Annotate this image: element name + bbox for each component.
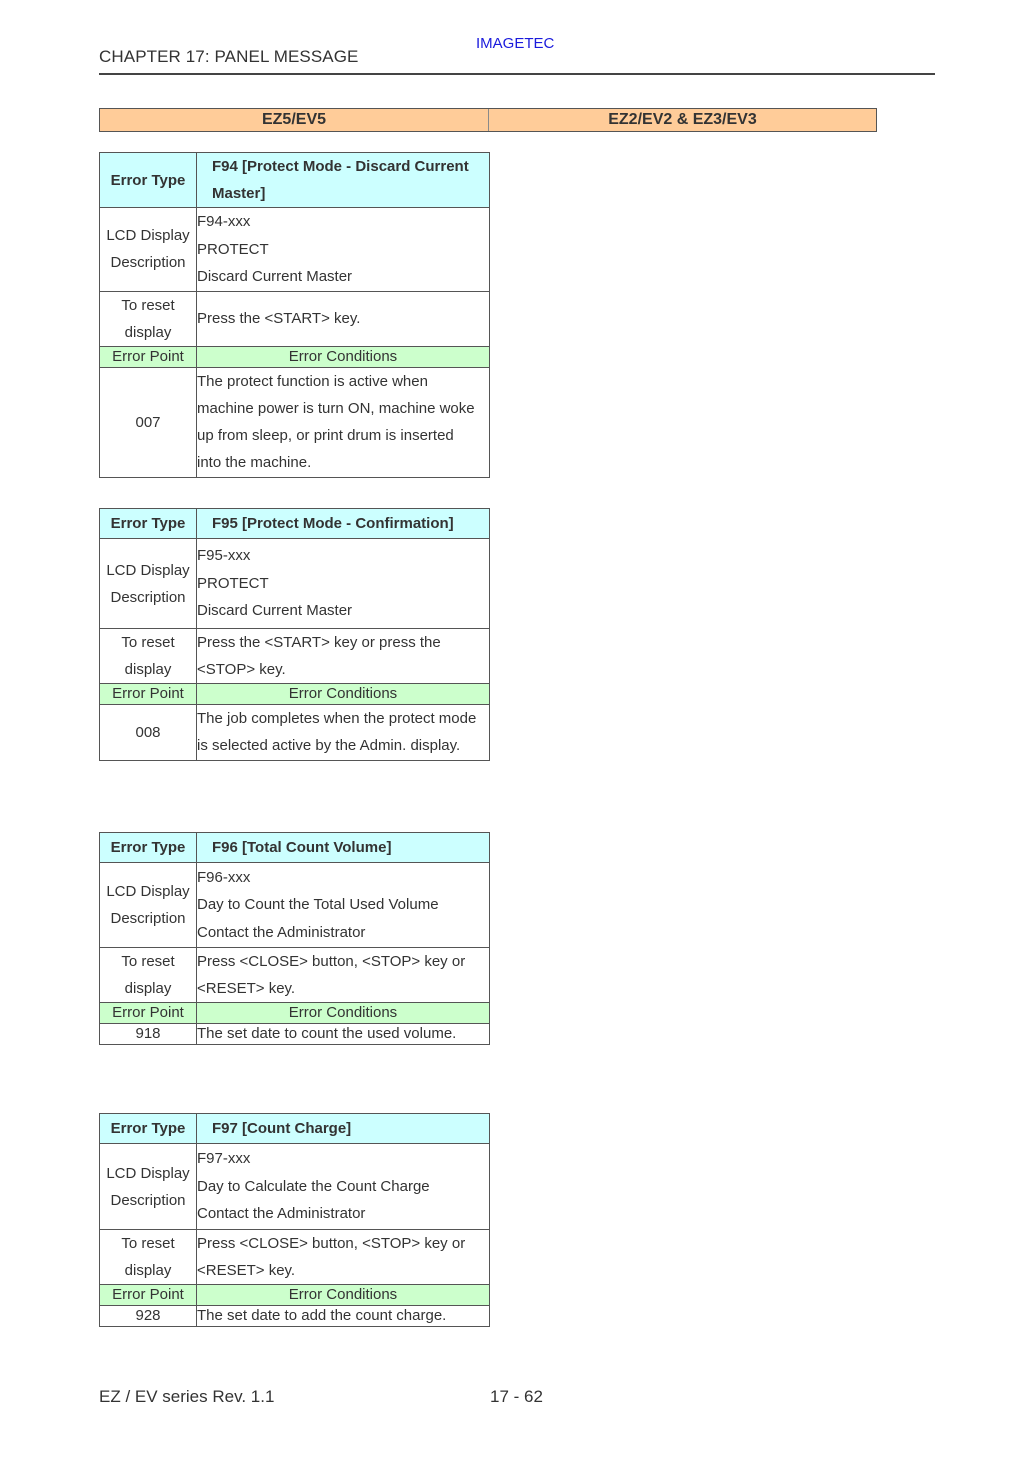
reset-line: Press <CLOSE> button, <STOP> key or bbox=[197, 1235, 466, 1252]
error-table-f95 bbox=[99, 508, 490, 761]
reset-label bbox=[100, 948, 197, 1003]
lcd-line: Discard Current Master bbox=[197, 268, 353, 285]
lcd-display-text bbox=[197, 208, 490, 292]
lcd-line: F95-xxx bbox=[197, 547, 251, 565]
error-point-code: 928 bbox=[100, 1306, 197, 1327]
condition-line: The protect function is active when bbox=[197, 372, 428, 390]
error-point-label: Error Point bbox=[100, 1003, 197, 1024]
error-point-code: 918 bbox=[100, 1024, 197, 1045]
model-left-label: EZ5/EV5 bbox=[100, 109, 489, 131]
lcd-display-text bbox=[197, 539, 490, 629]
condition-line: The job completes when the protect mode bbox=[197, 710, 477, 727]
lcd-label-line: Description bbox=[110, 910, 186, 927]
lcd-display-label bbox=[100, 1144, 197, 1230]
reset-label-line: To reset bbox=[121, 296, 175, 314]
lcd-display-label bbox=[100, 863, 197, 948]
error-condition-row bbox=[100, 705, 490, 761]
error-type-row bbox=[100, 153, 490, 208]
lcd-line: F96-xxx bbox=[197, 868, 251, 886]
error-type-title bbox=[197, 153, 490, 208]
reset-row bbox=[100, 291, 490, 346]
lcd-line: Day to Calculate the Count Charge bbox=[197, 1177, 430, 1195]
reset-row bbox=[100, 948, 490, 1003]
lcd-display-row bbox=[100, 1144, 490, 1230]
error-title-line: Master] bbox=[212, 185, 266, 202]
error-point-header-row bbox=[100, 346, 490, 367]
page-number: 17 - 62 bbox=[490, 1387, 543, 1406]
lcd-line: F94-xxx bbox=[197, 213, 251, 230]
reset-row bbox=[100, 629, 490, 684]
error-condition-row bbox=[100, 1306, 490, 1327]
brand-name: IMAGETEC bbox=[476, 35, 555, 52]
reset-text bbox=[197, 1230, 490, 1285]
reset-line: <RESET> key. bbox=[197, 980, 296, 997]
error-point-header-row bbox=[100, 1003, 490, 1024]
reset-label-line: display bbox=[124, 661, 172, 678]
error-table-f94 bbox=[99, 152, 490, 478]
reset-label bbox=[100, 629, 197, 684]
lcd-line: F97-xxx bbox=[197, 1150, 251, 1168]
lcd-display-row bbox=[100, 863, 490, 948]
error-type-label: Error Type bbox=[100, 833, 197, 863]
reset-text bbox=[197, 629, 490, 684]
lcd-display-label bbox=[100, 539, 197, 629]
chapter-title: CHAPTER 17: PANEL MESSAGE bbox=[99, 47, 359, 66]
error-conditions-label: Error Conditions bbox=[197, 346, 490, 367]
reset-row bbox=[100, 1230, 490, 1285]
lcd-label-line: Description bbox=[110, 1191, 186, 1209]
condition-line: is selected active by the Admin. display. bbox=[197, 737, 461, 755]
error-type-row bbox=[100, 509, 490, 539]
error-point-label: Error Point bbox=[100, 1285, 197, 1306]
error-title-line: F94 [Protect Mode - Discard Current bbox=[212, 158, 469, 175]
reset-line: <STOP> key. bbox=[197, 661, 286, 678]
condition-line: into the machine. bbox=[197, 454, 312, 472]
condition-line: up from sleep, or print drum is inserted bbox=[197, 427, 454, 445]
error-type-label: Error Type bbox=[100, 153, 197, 208]
error-point-label: Error Point bbox=[100, 684, 197, 705]
lcd-line: Contact the Administrator bbox=[197, 1205, 366, 1223]
lcd-line: Discard Current Master bbox=[197, 602, 353, 620]
lcd-line: Day to Count the Total Used Volume bbox=[197, 896, 439, 914]
reset-line: <RESET> key. bbox=[197, 1262, 296, 1279]
error-type-title: F96 [Total Count Volume] bbox=[197, 833, 490, 863]
reset-label-line: display bbox=[124, 323, 172, 341]
reset-line: Press the <START> key or press the bbox=[197, 634, 441, 651]
error-point-code: 008 bbox=[100, 705, 197, 761]
reset-label-line: display bbox=[124, 1262, 172, 1279]
reset-text bbox=[197, 948, 490, 1003]
reset-line: Press <CLOSE> button, <STOP> key or bbox=[197, 953, 466, 970]
lcd-line: PROTECT bbox=[197, 574, 269, 592]
error-point-header-row bbox=[100, 1285, 490, 1306]
reset-label bbox=[100, 1230, 197, 1285]
lcd-display-row bbox=[100, 208, 490, 292]
lcd-display-text bbox=[197, 863, 490, 948]
error-point-label: Error Point bbox=[100, 346, 197, 367]
lcd-label-line: Description bbox=[110, 254, 186, 272]
error-type-label: Error Type bbox=[100, 509, 197, 539]
reset-label-line: To reset bbox=[121, 1235, 175, 1252]
model-right-label: EZ2/EV2 & EZ3/EV3 bbox=[608, 111, 757, 128]
condition-line: machine power is turn ON, machine woke bbox=[197, 399, 475, 417]
error-condition-text: The set date to add the count charge. bbox=[197, 1306, 490, 1327]
lcd-label-line: LCD Display bbox=[106, 883, 190, 900]
error-condition-text bbox=[197, 705, 490, 761]
lcd-label-line: Description bbox=[110, 588, 186, 606]
error-type-row bbox=[100, 833, 490, 863]
error-type-row bbox=[100, 1114, 490, 1144]
lcd-line: PROTECT bbox=[197, 240, 269, 258]
lcd-label-line: LCD Display bbox=[106, 227, 190, 245]
error-table-f97 bbox=[99, 1113, 490, 1327]
lcd-line: Contact the Administrator bbox=[197, 923, 366, 941]
error-condition-text bbox=[197, 367, 490, 477]
reset-label bbox=[100, 291, 197, 346]
lcd-label-line: LCD Display bbox=[106, 561, 190, 579]
lcd-display-row bbox=[100, 539, 490, 629]
error-table-f96 bbox=[99, 832, 490, 1045]
error-condition-row bbox=[100, 367, 490, 477]
model-header-bar bbox=[99, 108, 877, 132]
header-divider bbox=[99, 73, 935, 75]
lcd-display-text bbox=[197, 1144, 490, 1230]
error-point-code: 007 bbox=[100, 367, 197, 477]
footer-series: EZ / EV series Rev. 1.1 bbox=[99, 1387, 275, 1406]
error-type-title: F95 [Protect Mode - Confirmation] bbox=[197, 509, 490, 539]
error-condition-text: The set date to count the used volume. bbox=[197, 1024, 490, 1045]
reset-text: Press the <START> key. bbox=[197, 291, 490, 346]
reset-label-line: display bbox=[124, 980, 172, 997]
lcd-display-label bbox=[100, 208, 197, 292]
error-conditions-label: Error Conditions bbox=[197, 684, 490, 705]
error-type-label: Error Type bbox=[100, 1114, 197, 1144]
lcd-label-line: LCD Display bbox=[106, 1164, 190, 1182]
error-conditions-label: Error Conditions bbox=[197, 1003, 490, 1024]
reset-label-line: To reset bbox=[121, 953, 175, 970]
error-condition-row bbox=[100, 1024, 490, 1045]
error-conditions-label: Error Conditions bbox=[197, 1285, 490, 1306]
error-type-title: F97 [Count Charge] bbox=[197, 1114, 490, 1144]
reset-label-line: To reset bbox=[121, 634, 175, 651]
error-point-header-row bbox=[100, 684, 490, 705]
